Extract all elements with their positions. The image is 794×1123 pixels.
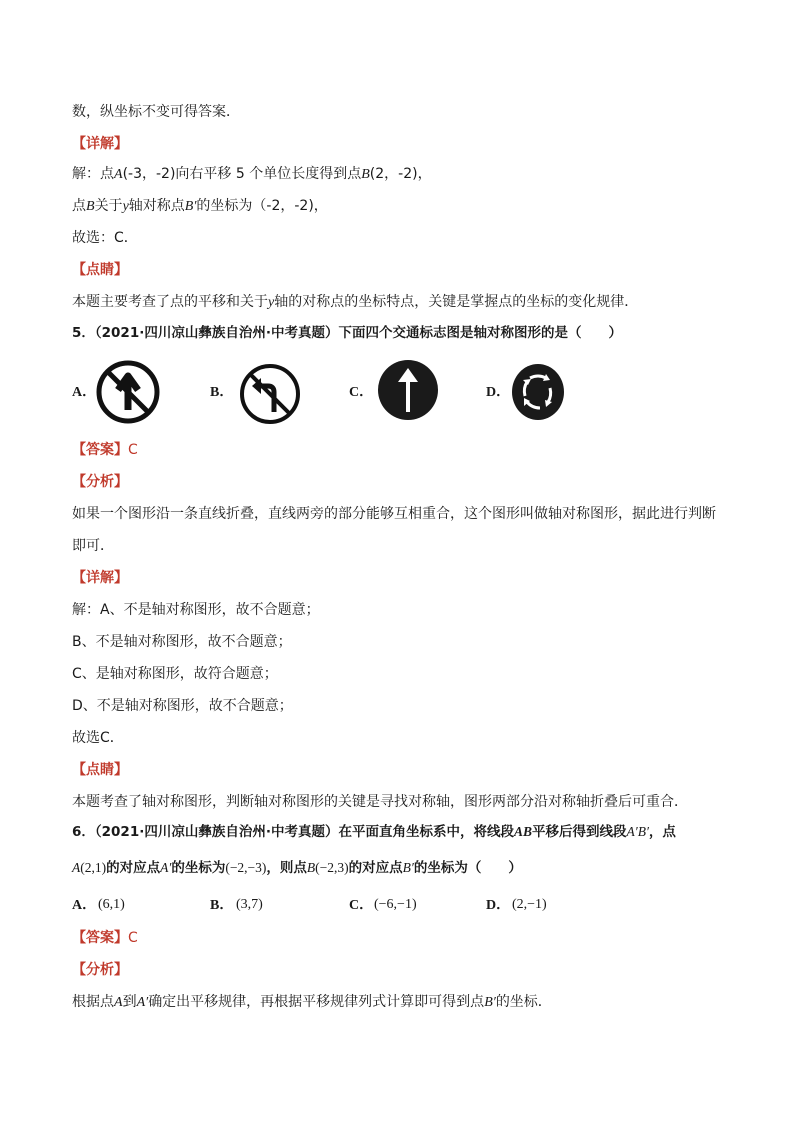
q5-comment-heading: 【点睛】 xyxy=(72,762,128,778)
prev-detail-line2: 点B关于y轴对称点B′的坐标为（-2，-2)， xyxy=(72,198,328,214)
q5-comment: 本题考查了轴对称图形，判断轴对称图形的关键是寻找对称轴，图形两部分沿对称轴折叠后可重合． xyxy=(72,794,688,810)
q5-detail-line5: 故选C． xyxy=(72,730,124,746)
q5-option-a-label: A． xyxy=(72,385,97,400)
q6-analysis-heading: 【分析】 xyxy=(72,962,128,978)
q6-analysis: 根据点A到A′确定出平移规律，再根据平移规律列式计算即可得到点B′的坐标． xyxy=(72,994,552,1010)
q6-option-d-value: (2,−1) xyxy=(512,897,547,912)
q5-option-c-label: C． xyxy=(349,385,374,400)
prev-detail-heading: 【详解】 xyxy=(72,136,128,152)
prev-detail-line1: 解：点A(-3，-2)向右平移 5 个单位长度得到点B(2，-2)， xyxy=(72,166,432,182)
q6-option-a-label: A． xyxy=(72,898,97,913)
q6-option-c-label: C． xyxy=(349,898,374,913)
q5-stem: 5．（2021·四川凉山彝族自治州·中考真题）下面四个交通标志图是轴对称图形的是（ ） xyxy=(72,325,622,341)
q5-option-b-label: B． xyxy=(210,385,234,400)
q5-detail-line1: 解：A、不是轴对称图形，故不合题意； xyxy=(72,602,320,618)
no-straight-sign-icon xyxy=(96,360,160,424)
no-left-turn-sign-icon xyxy=(238,362,302,426)
roundabout-sign-icon xyxy=(510,362,566,422)
q6-option-c-value: (−6,−1) xyxy=(374,897,417,912)
prev-comment: 本题主要考查了点的平移和关于y轴的对称点的坐标特点，关键是掌握点的坐标的变化规律． xyxy=(72,294,639,310)
prev-detail-line3: 故选：C． xyxy=(72,230,138,246)
prev-comment-heading: 【点睛】 xyxy=(72,262,128,278)
q5-analysis-line2: 即可． xyxy=(72,538,114,554)
q5-answer: 【答案】C xyxy=(72,442,138,458)
q6-stem-line1: 6．（2021·四川凉山彝族自治州·中考真题）在平面直角坐标系中，将线段AB平移后得到线段A′B′，点 xyxy=(72,824,676,840)
q5-option-d-label: D． xyxy=(486,385,511,400)
q5-analysis-heading: 【分析】 xyxy=(72,474,128,490)
straight-ahead-sign-icon xyxy=(376,358,440,422)
q6-option-a-value: (6,1) xyxy=(98,897,125,912)
q6-answer: 【答案】C xyxy=(72,930,138,946)
q5-detail-line4: D、不是轴对称图形，故不合题意； xyxy=(72,698,293,714)
q5-detail-line2: B、不是轴对称图形，故不合题意； xyxy=(72,634,292,650)
q6-option-d-label: D． xyxy=(486,898,511,913)
q5-detail-heading: 【详解】 xyxy=(72,570,128,586)
q6-option-b-label: B． xyxy=(210,898,234,913)
prev-line0: 数，纵坐标不变可得答案． xyxy=(72,104,240,120)
q6-option-b-value: (3,7) xyxy=(236,897,263,912)
q5-detail-line3: C、是轴对称图形，故符合题意； xyxy=(72,666,278,682)
q5-analysis-line1: 如果一个图形沿一条直线折叠，直线两旁的部分能够互相重合，这个图形叫做轴对称图形，据此进行判断 xyxy=(72,506,716,522)
q6-stem-line2: A(2,1)的对应点A′的坐标为(−2,−3)，则点B(−2,3)的对应点B′的坐标为（ ） xyxy=(72,860,522,876)
